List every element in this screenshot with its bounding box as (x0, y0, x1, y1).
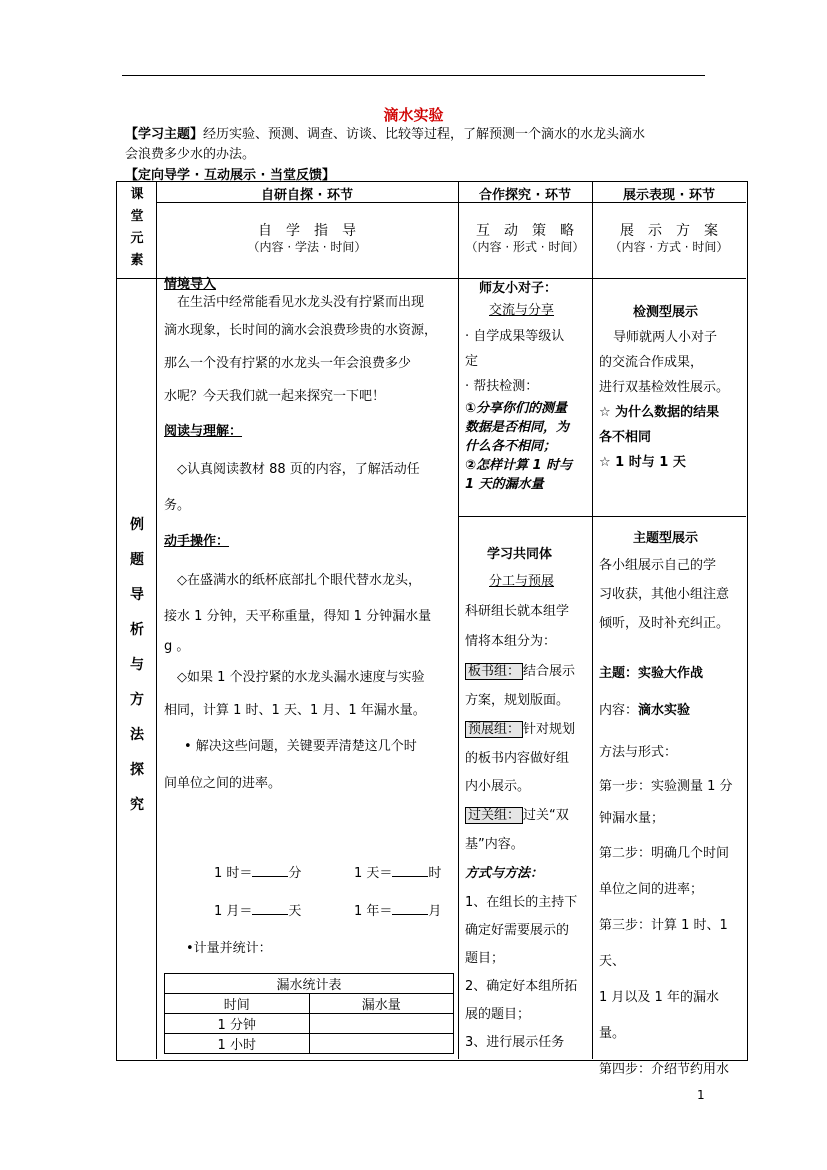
method-title: 方法与形式： (599, 745, 678, 760)
theme-line: 习收获，其他小组注意 (599, 587, 730, 602)
pair-section (465, 280, 587, 494)
role-line: 预展组： 针对规划 (465, 715, 587, 745)
step-line: 1 月以及 1 年的漏水量。 (599, 990, 719, 1041)
pair-question: 什么各不相同； (465, 439, 557, 454)
theme-line: 倾听，及时补充纠正。 (599, 616, 730, 631)
check-question: 各不相同 (599, 430, 652, 445)
group-line: 科研组长就本组学 (465, 604, 570, 619)
stat-cell[interactable] (309, 1014, 454, 1034)
role-line: 板书组： 结合展示 (465, 657, 587, 687)
role-line: 内小展示。 (465, 779, 531, 794)
step-line: 第二步：明确几个时间 (599, 846, 730, 861)
topic-text-2: 会浪费多少水的办法。 (125, 147, 256, 162)
leak-stat-table (164, 973, 454, 1054)
conversion-2: 1 天＝ 时 (354, 866, 442, 881)
group-line: 情将本组分为： (465, 634, 557, 649)
pair-question: 数据是否相同，为 (465, 420, 570, 435)
table-line (156, 181, 157, 1059)
stat-header-time: 时间 (165, 994, 310, 1014)
topic-label: 【学习主题】 (125, 127, 204, 142)
hands-on-line: 接水 1 分钟，天平称重量，得知 1 分钟漏水量 (164, 609, 432, 624)
theme-line: 各小组展示自己的学 (599, 558, 717, 573)
role-line: 方案，规划版面。 (465, 693, 570, 708)
hands-on-line: ◇在盛满水的纸杯底部扎个眼代替水龙头， (177, 573, 421, 588)
method-line: 2、确定好本组所拓 (465, 979, 578, 994)
role-tag: 板书组： (465, 663, 523, 680)
role-line: 过关组： 过关“双 (465, 801, 587, 831)
pair-line: · 自学成果等级认 (465, 329, 565, 344)
table-row (165, 1034, 454, 1054)
self-study-guide-sub: （内容 · 学法 · 时间） (247, 240, 367, 254)
stat-cell[interactable] (309, 1034, 454, 1054)
role-tag: 预展组： (465, 721, 523, 738)
section-heading: 【定向导学 · 互动展示 · 当堂反馈】 (125, 168, 335, 183)
interaction-strategy-sub: （内容 · 形式 · 时间） (465, 240, 585, 254)
role-line: 基”内容。 (465, 837, 524, 852)
method-line: 确定好需要展示的 (465, 923, 570, 938)
column-label-elements: 课 堂 元 素 (130, 187, 144, 268)
step-line: 第三步：计算 1 时、1 天、 (599, 918, 728, 969)
hands-on-line: g 。 (164, 639, 190, 654)
presentation-plan-sub: （内容 · 方式 · 时间） (609, 240, 729, 254)
role-tag: 过关组： (465, 807, 523, 824)
pair-line: 定 (465, 354, 479, 369)
page-number: 1 (697, 1088, 705, 1102)
stat-header-amount: 漏水量 (309, 994, 454, 1014)
intro-line: 在生活中经常能看见水龙头没有拧紧而出现 (177, 295, 425, 310)
table-line (458, 516, 746, 517)
intro-line: 那么一个没有拧紧的水龙头一年会浪费多少 (164, 356, 412, 371)
table-line (458, 181, 459, 1059)
method-line: 3、进行展示任务 (465, 1035, 565, 1050)
reading-line: ◇认真阅读教材 88 页的内容，了解活动任 (177, 462, 420, 477)
hands-on-heading: 动手操作： (164, 534, 230, 549)
check-display-section (599, 300, 741, 475)
learning-topic (125, 125, 725, 165)
column-header-cooperation: 合作探究 · 环节 (479, 188, 571, 203)
check-question: ☆ 1 时与 1 天 (599, 455, 686, 470)
method-line: 题目； (465, 951, 505, 966)
hands-on-line: • 解决这些问题，关键要弄清楚这几个时 (184, 739, 417, 754)
measure-label: •计量并统计： (186, 941, 272, 956)
step-line: 第一步：实验测量 1 分 (599, 779, 733, 794)
stat-cell: 1 分钟 (165, 1014, 310, 1034)
conversion-1: 1 时＝ 分 (214, 866, 302, 881)
check-heading: 检测型展示 (633, 305, 699, 320)
theme-heading: 主题型展示 (633, 531, 699, 546)
intro-line: 水呢？今天我们就一起来探究一下吧！ (164, 389, 386, 404)
pair-question: 1 天的漏水量 (465, 477, 544, 492)
pair-sub: 交流与分享 (489, 303, 555, 318)
topic-text-1: 经历实验、预测、调查、访谈、比较等过程，了解预测一个滴水的水龙头滴水 (203, 127, 646, 142)
check-question: ☆ 为什么数据的结果 (599, 405, 720, 420)
column-header-self-study: 自研自探 · 环节 (261, 188, 353, 203)
self-study-content (164, 278, 456, 800)
role-line: 的板书内容做好组 (465, 751, 570, 766)
column-header-presentation: 展示表现 · 环节 (623, 188, 715, 203)
presentation-plan-title: 展示方案 (620, 223, 732, 239)
self-study-guide-title: 自学指导 (258, 223, 370, 239)
pair-line: · 帮扶检测： (465, 379, 539, 394)
hands-on-line: 相同，计算 1 时、1 天、1 月、1 年漏水量。 (164, 703, 426, 718)
group-heading: 学习共同体 (487, 547, 553, 562)
conversion-4: 1 年＝ 月 (354, 904, 442, 919)
method-line: 1、在组长的主持下 (465, 895, 578, 910)
intro-line: 滴水现象，长时间的滴水会浪费珍贵的水资源， (164, 323, 438, 338)
stat-cell: 1 小时 (165, 1034, 310, 1054)
topic-label: 主题：实验大作战 (599, 666, 704, 681)
group-sub: 分工与预展 (489, 574, 555, 589)
check-line: 导师就两人小对子 (613, 330, 718, 345)
check-line: 进行双基检效性展示。 (599, 380, 730, 395)
theme-display-section (599, 526, 741, 1088)
step-line: 第四步：介绍节约用水 (599, 1062, 730, 1077)
step-line: 钟漏水量； (599, 811, 665, 826)
pair-heading: 师友小对子： (479, 281, 558, 296)
step-line: 单位之间的进率； (599, 882, 704, 897)
interaction-strategy-title: 互动策略 (476, 223, 588, 239)
page-title: 滴水实验 (383, 106, 444, 124)
group-section (465, 542, 587, 1057)
table-line (592, 181, 593, 1059)
hands-on-line: 间单位之间的进率。 (164, 776, 282, 791)
method-heading: 方式与方法： (465, 866, 544, 881)
table-row (165, 1014, 454, 1034)
pair-question: ②怎样计算 1 时与 (465, 458, 573, 473)
row-label-example-analysis: 例 题 导 析 与 方 法 探 究 (130, 517, 144, 813)
reading-heading: 阅读与理解： (164, 424, 243, 439)
hands-on-line: ◇如果 1 个没拧紧的水龙头漏水速度与实验 (177, 670, 425, 685)
content-line: 内容：滴水实验 (599, 703, 691, 718)
conversion-3: 1 月＝ 天 (214, 904, 302, 919)
reading-line: 务。 (164, 498, 191, 513)
method-line: 展的题目； (465, 1007, 531, 1022)
intro-heading: 情境导入 (164, 277, 217, 292)
pair-question: ①分享你们的测量 (465, 401, 568, 416)
check-line: 的交流合作成果， (599, 355, 704, 370)
stat-table-caption: 漏水统计表 (165, 974, 454, 994)
header-rule (122, 75, 705, 76)
